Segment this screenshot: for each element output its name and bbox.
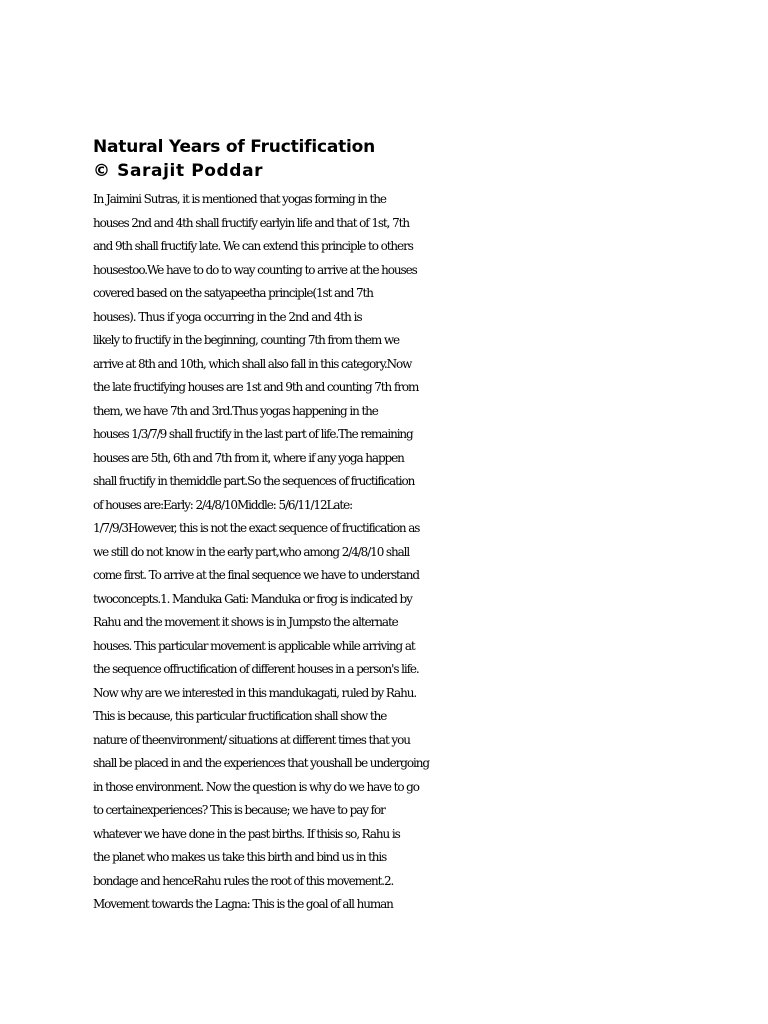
text-line: of houses are:Early: 2/4/8/10Middle: 5/6/11/12Late:	[93, 497, 353, 512]
text-line: whatever we have done in the past births. If thisis so, Rahu is	[93, 826, 400, 841]
text-line: Movement towards the Lagna: This is the goal of all human	[93, 897, 393, 911]
text-line: covered based on the satyapeetha principle(1st and 7th	[93, 286, 373, 300]
text-line: to certainexperiences? This is because; we have to pay for	[93, 803, 385, 817]
text-line: bondage and henceRahu rules the root of this movement.2.	[93, 873, 394, 888]
text-line: nature of theenvironment/ situations at different times that you	[93, 732, 410, 747]
text-line: the late fructifying houses are 1st and 9th and counting 7th from	[93, 380, 419, 394]
text-line: housestoo.We have to do to way counting to arrive at the houses	[93, 262, 417, 277]
text-line: come first. To arrive at the final sequence we have to understand	[93, 568, 419, 582]
text-line: and 9th shall fructify late. We can extend this principle to others	[93, 239, 413, 253]
text-line: This is because, this particular fructification shall show the	[93, 709, 387, 723]
document-title: Natural Years of Fructification	[93, 137, 376, 157]
text-line: in those environment. Now the question is why do we have to go	[93, 779, 419, 794]
text-line: them, we have 7th and 3rd.Thus yogas happening in the	[93, 403, 378, 418]
text-line: houses 2nd and 4th shall fructify earlyin life and that of 1st, 7th	[93, 215, 409, 230]
article-body	[93, 188, 693, 917]
text-line: the planet who makes us take this birth and bind us in this	[93, 850, 387, 864]
text-line: the sequence offructification of different houses in a person's life.	[93, 662, 419, 676]
text-line: Rahu and the movement it shows is in Jumpsto the alternate	[93, 615, 398, 629]
text-line: 1/7/9/3However, this is not the exact sequence of fructification as	[93, 521, 420, 535]
text-line: houses are 5th, 6th and 7th from it, where if any yoga happen	[93, 450, 404, 465]
text-line: Now why are we interested in this mandukagati, ruled by Rahu.	[93, 685, 417, 700]
text-line: we still do not know in the early part,who among 2/4/8/10 shall	[93, 544, 410, 559]
text-line: houses. This particular movement is applicable while arriving at	[93, 638, 415, 653]
text-line: houses). Thus if yoga occurring in the 2nd and 4th is	[93, 309, 362, 324]
text-line: likely to fructify in the beginning, counting 7th from them we	[93, 333, 400, 347]
text-line: shall fructify in themiddle part.So the sequences of fructification	[93, 474, 415, 488]
text-line: twoconcepts.1. Manduka Gati: Manduka or frog is indicated by	[93, 591, 412, 606]
text-line: houses 1/3/7/9 shall fructify in the last part of life.The remaining	[93, 427, 413, 441]
author-byline: © Sarajit Poddar	[93, 161, 264, 181]
text-line: arrive at 8th and 10th, which shall also fall in this category.Now	[93, 356, 412, 371]
text-line: In Jaimini Sutras, it is mentioned that yogas forming in the	[93, 192, 386, 206]
text-line: shall be placed in and the experiences that youshall be undergoing	[93, 756, 429, 770]
